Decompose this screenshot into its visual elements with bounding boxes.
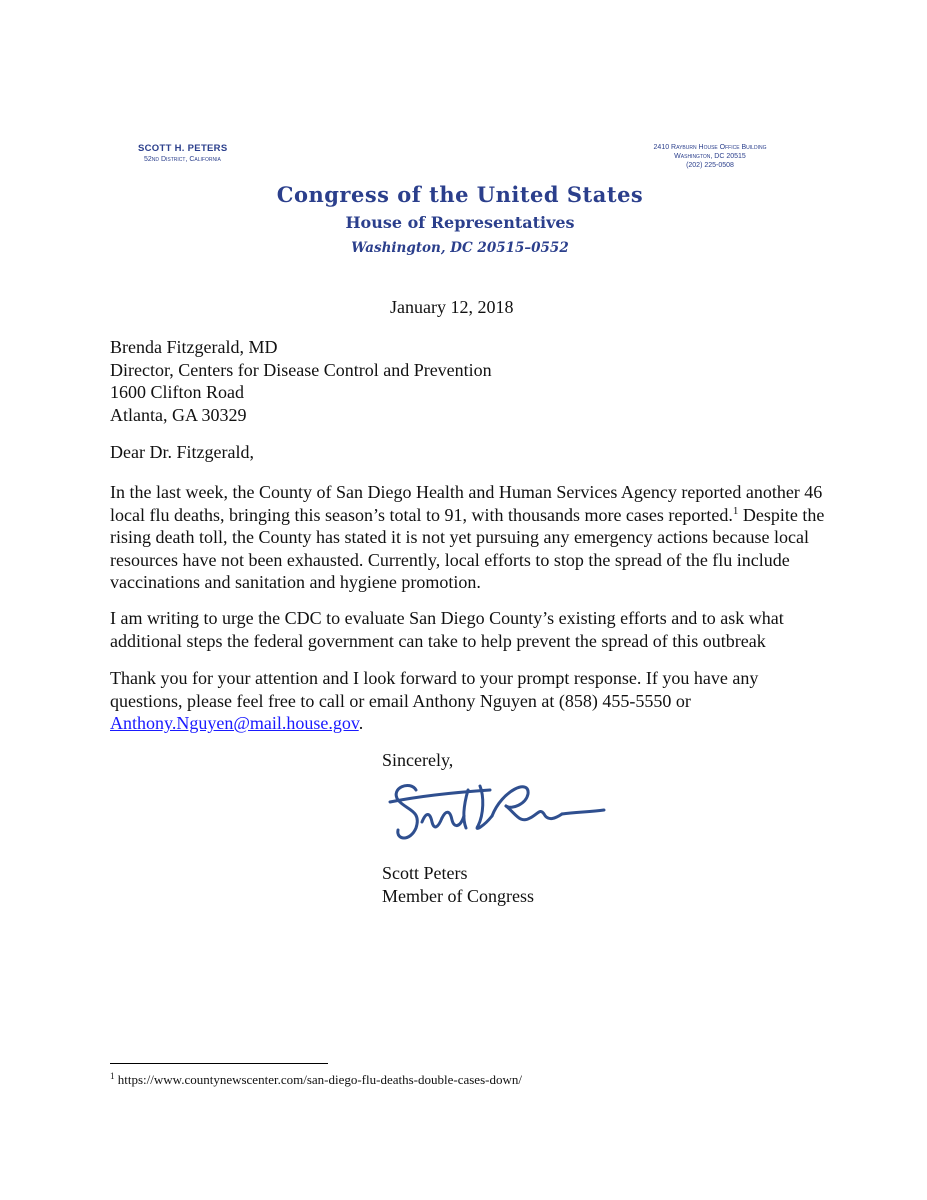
- paragraph-1: [110, 481, 830, 594]
- congress-seal: [250, 182, 670, 256]
- footnote: [110, 1072, 522, 1088]
- paragraph-1-text-b: Despite the rising death toll, the County has stated it is not yet pursuing any emergency actions because local resources have not been exhausted. Currently, local efforts to stop the spread of the flu include vaccinations and sanitation and hygiene promotion.: [110, 504, 825, 592]
- letter-date: January 12, 2018: [390, 297, 514, 317]
- signature-image: [380, 770, 610, 865]
- member-district: 52nd District, California: [144, 156, 221, 163]
- seal-line-1: Congress of the United States: [276, 182, 644, 207]
- office-line-3: (202) 225-0508: [686, 162, 734, 169]
- recipient-line-4: Atlanta, GA 30329: [110, 404, 247, 425]
- paragraph-3: [110, 667, 830, 735]
- closing: Sincerely,: [382, 750, 454, 770]
- office-address: [615, 143, 805, 170]
- footnote-url: https://www.countynewscenter.com/san-diego-flu-deaths-double-cases-down/: [114, 1072, 522, 1087]
- seal-line-3: Washington, DC 20515–0552: [351, 240, 569, 256]
- recipient-line-2: Director, Centers for Disease Control and Prevention: [110, 359, 492, 380]
- office-line-1: 2410 Rayburn House Office Building: [653, 144, 767, 151]
- office-line-2: Washington, DC 20515: [674, 153, 746, 160]
- footnote-number: 1: [110, 1071, 115, 1081]
- signature-block: [382, 862, 534, 907]
- footnote-divider: [110, 1063, 328, 1064]
- paragraph-2: I am writing to urge the CDC to evaluate San Diego County’s existing efforts and to ask what additional steps the federal government can take to help prevent the spread of this outbreak: [110, 608, 784, 651]
- paragraph-3-end: .: [358, 713, 364, 733]
- footnote-reference: 1: [732, 504, 739, 517]
- seal-line-2: House of Representatives: [345, 213, 575, 232]
- recipient-line-3: 1600 Clifton Road: [110, 382, 244, 402]
- recipient-address: [110, 336, 492, 426]
- signer-name: Scott Peters: [382, 863, 468, 883]
- email-link[interactable]: Anthony.Nguyen@mail.house.gov: [110, 713, 359, 733]
- paragraph-1-text-a: In the last week, the County of San Diego Health and Human Services Agency reported another 46 local flu deaths, bringing this season’s total to 91, with thousands more cases reported.: [110, 482, 823, 525]
- signer-title: Member of Congress: [382, 885, 534, 906]
- recipient-line-1: Brenda Fitzgerald, MD: [110, 337, 278, 357]
- member-letterhead: [138, 143, 338, 163]
- member-name: SCOTT H. PETERS: [138, 143, 228, 154]
- salutation: Dear Dr. Fitzgerald,: [110, 442, 254, 462]
- paragraph-3-text: Thank you for your attention and I look forward to your prompt response. If you have any questions, please feel free to call or email Anthony Nguyen at (858) 455-5550 or: [110, 668, 759, 711]
